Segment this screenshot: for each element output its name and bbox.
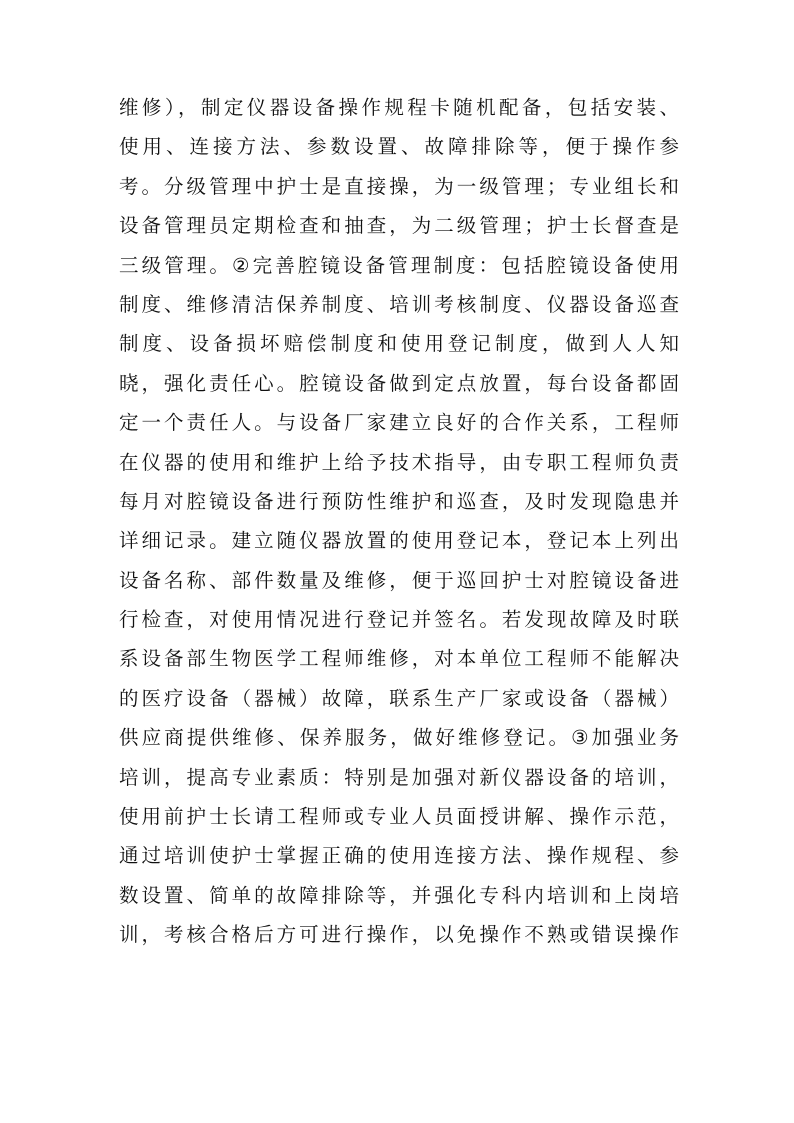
text-line: 制度、维修清洁保养制度、培训考核制度、仪器设备巡查 bbox=[119, 292, 679, 316]
text-line: 行检查，对使用情况进行登记并签名。若发现故障及时联 bbox=[119, 608, 679, 632]
text-line: 系设备部生物医学工程师维修，对本单位工程师不能解决 bbox=[119, 647, 679, 671]
text-line: 培训，提高专业素质：特别是加强对新仪器设备的培训， bbox=[119, 765, 679, 789]
text-line: 晓，强化责任心。腔镜设备做到定点放置，每台设备都固 bbox=[119, 371, 679, 395]
text-line: 制度、设备损坏赔偿制度和使用登记制度，做到人人知 bbox=[119, 332, 679, 356]
text-line: 通过培训使护士掌握正确的使用连接方法、操作规程、参 bbox=[119, 844, 679, 868]
text-line: 详细记录。建立随仪器放置的使用登记本，登记本上列出 bbox=[119, 529, 679, 553]
text-line: 维修），制定仪器设备操作规程卡随机配备，包括安装、 bbox=[119, 96, 679, 119]
text-line: 使用、连接方法、参数设置、故障排除等，便于操作参 bbox=[119, 135, 679, 159]
text-line: 使用前护士长请工程师或专业人员面授讲解、操作示范， bbox=[119, 805, 679, 829]
text-line: 训，考核合格后方可进行操作，以免操作不熟或错误操作 bbox=[119, 923, 679, 947]
text-line: 定一个责任人。与设备厂家建立良好的合作关系，工程师 bbox=[119, 411, 679, 435]
text-line: 在仪器的使用和维护上给予技术指导，由专职工程师负责 bbox=[119, 450, 679, 474]
text-line: 设备管理员定期检查和抽查，为二级管理；护士长督查是 bbox=[119, 214, 679, 238]
text-line: 三级管理。②完善腔镜设备管理制度：包括腔镜设备使用 bbox=[119, 253, 679, 277]
text-line: 数设置、简单的故障排除等，并强化专科内培训和上岗培 bbox=[119, 883, 679, 907]
text-line: 的医疗设备（器械）故障，联系生产厂家或设备（器械） bbox=[119, 686, 679, 710]
body-text bbox=[119, 88, 679, 955]
text-line: 供应商提供维修、保养服务，做好维修登记。③加强业务 bbox=[119, 726, 679, 750]
text-line: 考。分级管理中护士是直接操，为一级管理；专业组长和 bbox=[119, 174, 679, 198]
text-line: 设备名称、部件数量及维修，便于巡回护士对腔镜设备进 bbox=[119, 568, 679, 592]
text-line: 每月对腔镜设备进行预防性维护和巡查，及时发现隐患并 bbox=[119, 489, 679, 513]
